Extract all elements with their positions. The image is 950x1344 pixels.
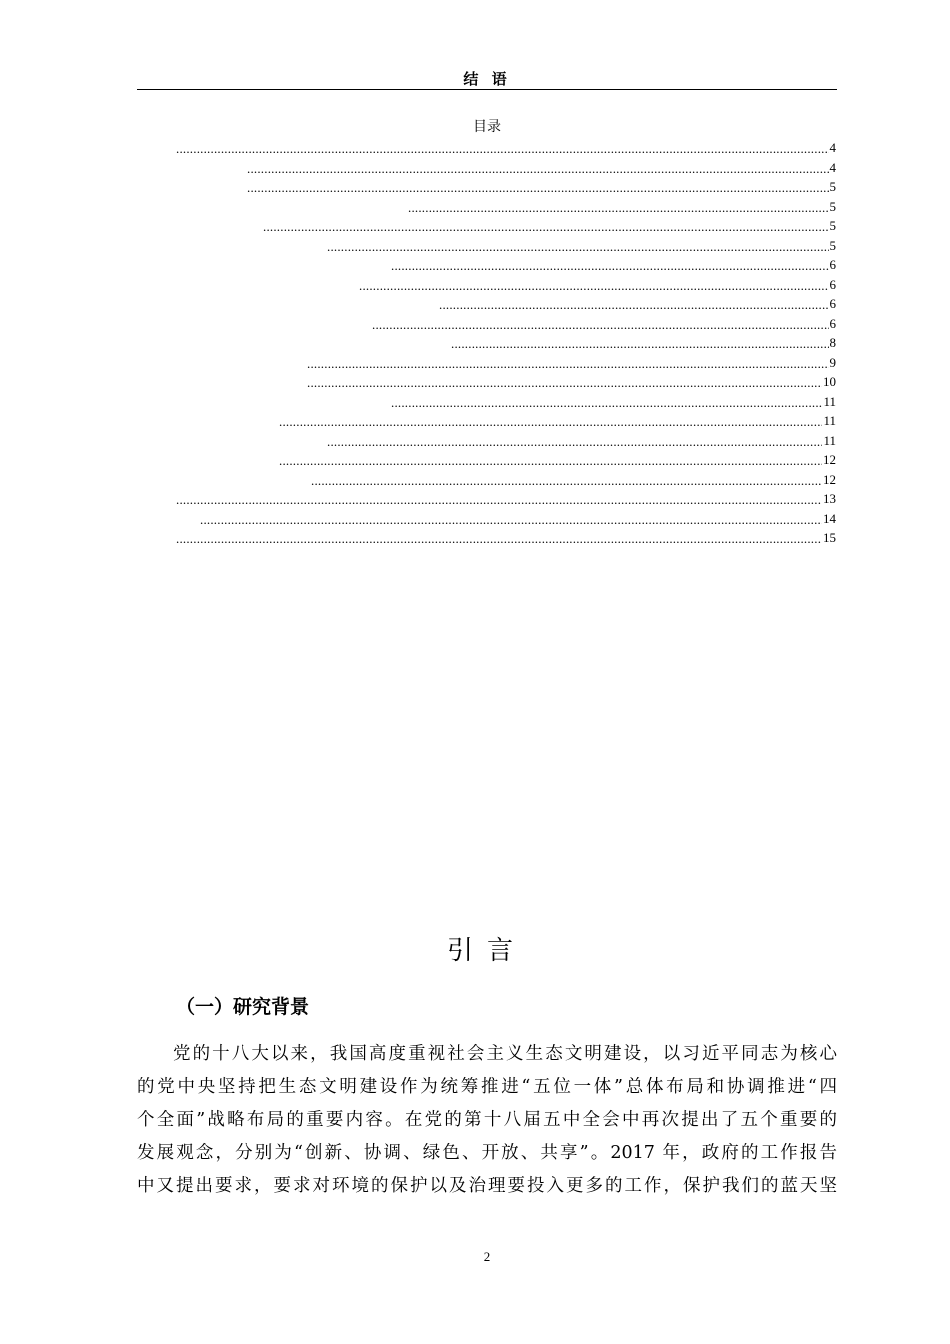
toc-page-number: 11 (823, 413, 836, 428)
toc-leader (391, 259, 829, 272)
toc-entry[interactable] (176, 526, 836, 545)
paragraph-line: 发展观念，分别为“创新、协调、绿色、开放、共享”。2017 年，政府的工作报告 (137, 1143, 837, 1163)
paragraph-line: 个全面”战略布局的重要内容。在党的第十八届五中全会中再次提出了五个重要的 (137, 1110, 837, 1130)
toc-entry[interactable] (200, 507, 836, 526)
toc-page-number: 4 (829, 159, 836, 175)
toc-page-number: 15 (823, 530, 836, 545)
toc-leader (372, 318, 829, 331)
paragraph-line: 中又提出要求，要求对环境的保护以及治理要投入更多的工作，保护我们的蓝天坚 (137, 1176, 837, 1196)
toc-leader (247, 181, 829, 194)
subsection-heading: （一）研究背景 (176, 996, 310, 1018)
toc-leader (408, 201, 829, 214)
toc-entry[interactable] (176, 487, 836, 506)
toc-entry[interactable] (408, 195, 836, 214)
toc-leader (176, 493, 822, 506)
toc-page-number: 6 (829, 276, 836, 292)
toc-leader (263, 220, 829, 233)
toc-page-number: 4 (829, 140, 836, 155)
page-number: 2 (483, 1249, 491, 1264)
toc-leader (176, 532, 822, 545)
paragraph-line: 的党中央坚持把生态文明建设作为统筹推进“五位一体”总体布局和协调推进“四 (137, 1077, 837, 1097)
section-title: 引言 (446, 936, 527, 966)
toc-entry[interactable] (279, 448, 836, 467)
header-rule (137, 89, 837, 90)
toc-leader (311, 474, 822, 487)
toc-page-number: 5 (829, 237, 836, 253)
toc-page-number: 5 (829, 218, 836, 233)
toc-entry[interactable] (439, 292, 836, 311)
toc-page-number: 9 (829, 354, 836, 370)
toc-entry[interactable] (451, 331, 836, 350)
toc-leader (307, 376, 822, 389)
toc-page-number: 8 (829, 335, 836, 350)
toc-leader (247, 162, 829, 175)
toc-page-number: 12 (823, 471, 836, 487)
toc-page-number: 6 (829, 315, 836, 331)
toc-page-number: 11 (823, 432, 836, 448)
toc-leader (359, 279, 829, 292)
paragraph-line: 党的十八大以来，我国高度重视社会主义生态文明建设，以习近平同志为核心 (173, 1044, 837, 1064)
toc-leader (327, 240, 829, 253)
toc-page-number: 5 (829, 179, 836, 194)
toc-entry[interactable] (247, 175, 836, 194)
toc-leader (176, 142, 829, 155)
toc-entry[interactable] (359, 273, 836, 292)
toc-leader (307, 357, 829, 370)
toc-leader (439, 298, 829, 311)
toc-entry[interactable] (307, 370, 836, 389)
toc-leader (391, 396, 822, 409)
toc-page-number: 6 (829, 296, 836, 311)
toc-leader (279, 454, 822, 467)
toc-page-number: 6 (829, 257, 836, 272)
toc-entry[interactable] (279, 409, 836, 428)
toc-entry[interactable] (176, 136, 836, 155)
toc-entry[interactable] (391, 253, 836, 272)
toc-page-number: 10 (823, 374, 836, 389)
toc-page-number: 14 (823, 510, 836, 526)
toc-entry[interactable] (247, 156, 836, 175)
toc-page-number: 11 (823, 393, 836, 409)
toc-page-number: 5 (829, 198, 836, 214)
toc-entry[interactable] (391, 390, 836, 409)
toc-leader (327, 435, 822, 448)
toc-page-number: 13 (823, 491, 836, 506)
toc-entry[interactable] (372, 312, 836, 331)
toc-entry[interactable] (307, 351, 836, 370)
toc-entry[interactable] (263, 214, 836, 233)
toc-leader (451, 337, 829, 350)
toc-entry[interactable] (327, 234, 836, 253)
toc-title: 目录 (473, 119, 501, 135)
running-header: 结 语 (463, 70, 511, 88)
toc-page-number: 12 (823, 452, 836, 467)
toc-entry[interactable] (311, 468, 836, 487)
body-paragraph (137, 1038, 837, 1203)
toc-leader (279, 415, 822, 428)
toc-leader (200, 513, 822, 526)
toc-entry[interactable] (327, 429, 836, 448)
